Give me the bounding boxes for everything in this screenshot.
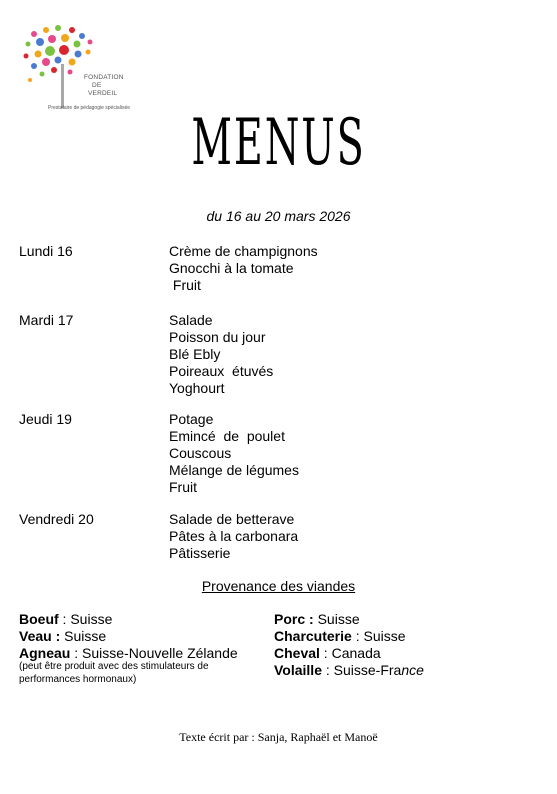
meat-name: Charcuterie — [274, 628, 352, 644]
logo-line-2: DE — [92, 82, 102, 89]
day-label: Jeudi 19 — [19, 411, 72, 427]
meat-name: Volaille — [274, 662, 322, 678]
dish: Blé Ebly — [169, 346, 221, 362]
origin: Suisse — [70, 611, 113, 627]
dish: Gnocchi à la tomate — [169, 260, 294, 276]
dish: Pâtes à la carbonara — [169, 528, 299, 544]
logo-tagline: Prestataire de pédagogie spécialisée — [48, 105, 130, 111]
fondation-logo — [20, 24, 130, 114]
dish: Salade de betterave — [169, 511, 295, 527]
dish: Crème de champignons — [169, 243, 318, 259]
meat-name: Porc : — [274, 611, 314, 627]
separator: : — [321, 662, 334, 678]
origin-italic: nce — [401, 662, 424, 678]
logo-line-3: VERDEIL — [88, 90, 118, 97]
dish: Emincé de poulet — [169, 428, 285, 444]
day-label: Vendredi 20 — [19, 511, 94, 527]
origin: Suisse — [363, 628, 406, 644]
day-menu — [169, 312, 273, 397]
meat-origin — [274, 628, 406, 645]
meat-name: Agneau — [19, 645, 71, 661]
origin: Canada — [331, 645, 381, 661]
dish: Yoghourt — [169, 380, 225, 396]
dish: Fruit — [169, 479, 197, 495]
tree-logo-icon — [20, 24, 130, 114]
page-title: MENUS — [191, 106, 366, 180]
note-text: (peut être produit avec des stimulateurs de performances hormonaux) — [19, 661, 209, 685]
origin: Suisse — [64, 628, 107, 644]
meat-origin — [274, 611, 360, 628]
day-menu — [169, 411, 299, 496]
separator: : — [58, 611, 71, 627]
day-label: Lundi 16 — [19, 243, 73, 259]
separator: : — [70, 645, 83, 661]
dish: Poisson du jour — [169, 329, 266, 345]
meat-origin — [19, 628, 106, 645]
origin: Suisse-Fra — [333, 662, 402, 678]
hormone-note — [19, 660, 259, 686]
meat-origin — [274, 662, 424, 679]
separator: : — [319, 645, 332, 661]
footer-credit: Texte écrit par : Sanja, Raphaël et Manoë — [179, 730, 378, 744]
meat-origin — [274, 645, 381, 662]
dish: Couscous — [169, 445, 232, 461]
date-range: du 16 au 20 mars 2026 — [206, 208, 351, 224]
day-label: Mardi 17 — [19, 312, 74, 328]
provenance-heading: Provenance des viandes — [201, 578, 356, 594]
separator: : — [351, 628, 364, 644]
meat-name: Veau : — [19, 628, 61, 644]
meat-origin — [19, 611, 112, 628]
meat-name: Cheval — [274, 645, 320, 661]
dish: Mélange de légumes — [169, 462, 299, 478]
origin: Suisse — [317, 611, 360, 627]
meat-name: Boeuf — [19, 611, 59, 627]
dish: Poireaux étuvés — [169, 363, 274, 379]
logo-text — [84, 74, 124, 98]
day-menu — [169, 511, 298, 562]
logo-line-1: FONDATION — [84, 74, 124, 81]
dish: Salade — [169, 312, 213, 328]
dish: Pâtisserie — [169, 545, 231, 561]
dish: Potage — [169, 411, 214, 427]
dish: Fruit — [169, 277, 201, 293]
origin: Suisse-Nouvelle Zélande — [82, 645, 238, 661]
day-menu — [169, 243, 318, 294]
